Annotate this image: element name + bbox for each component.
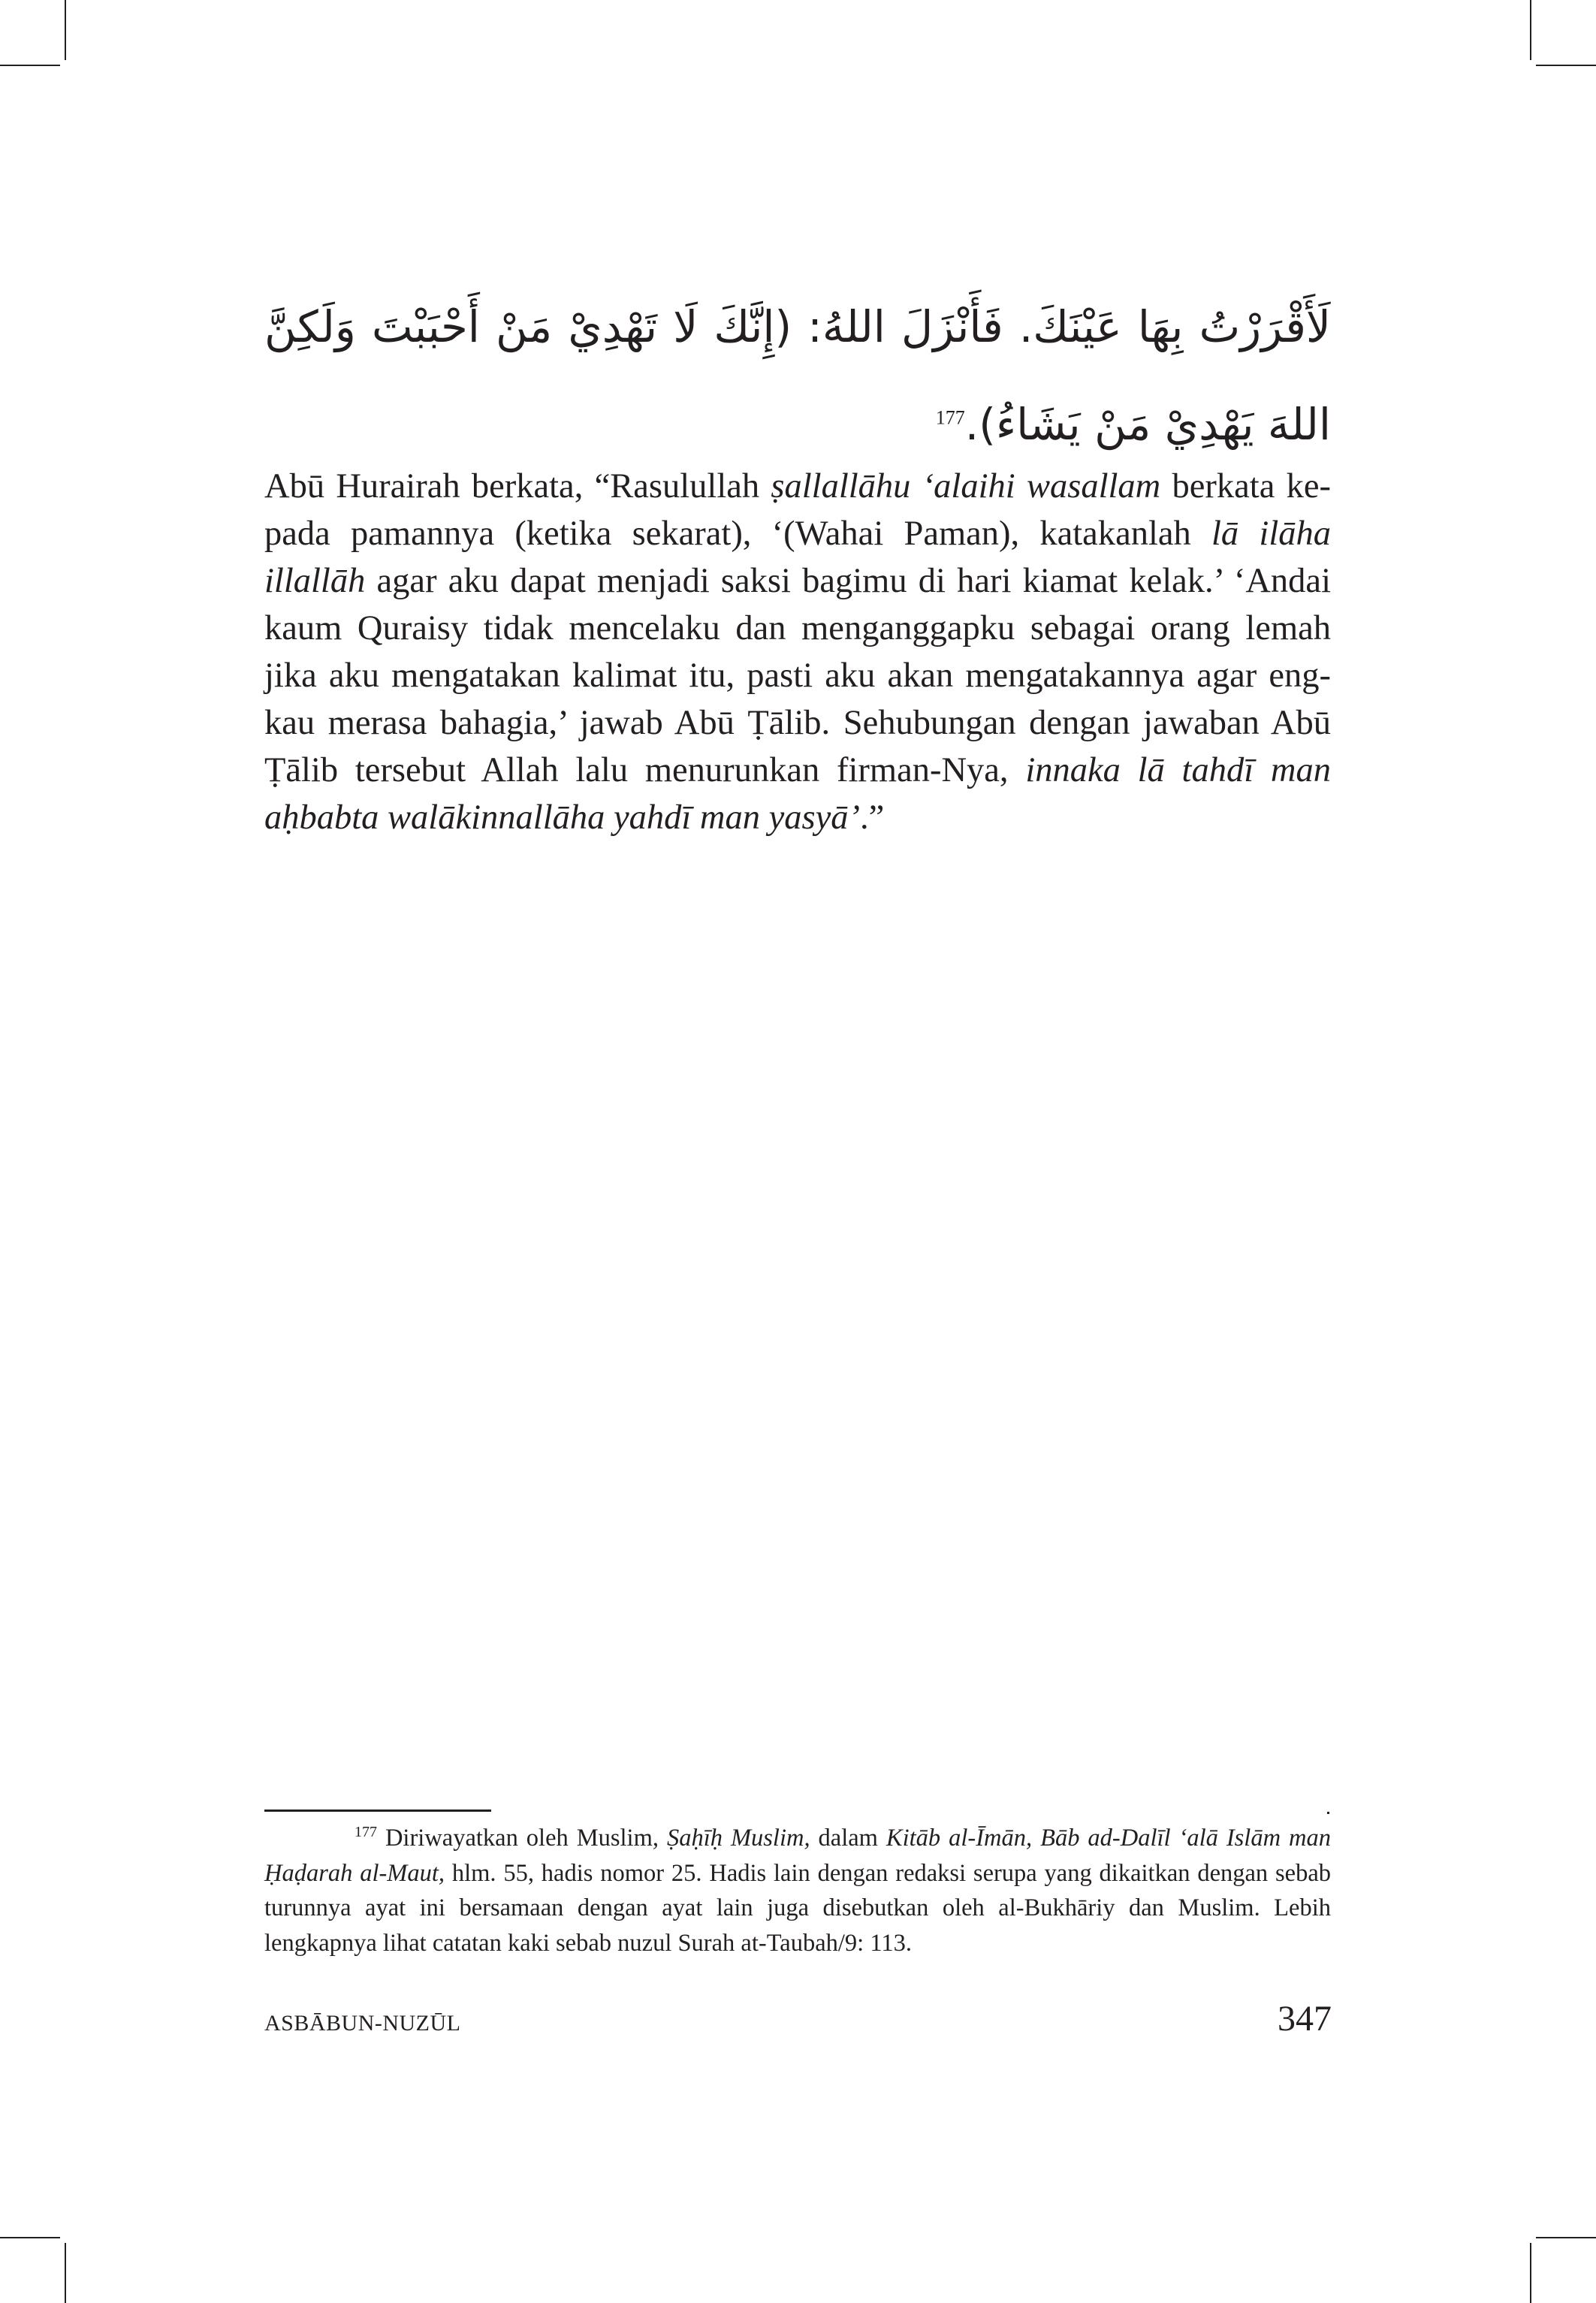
crop-mark: [0, 2237, 60, 2238]
footnote-rule: [264, 1810, 491, 1812]
arabic-footnote-ref: 177: [935, 406, 965, 429]
footnote-text: Diriwayatkan oleh Muslim,: [377, 1825, 667, 1852]
footnote-dot: [1327, 1812, 1329, 1814]
paragraph-italic: innaka lā tahdī man aḥbabta walākinnallāha yahdī man yasyā’: [264, 751, 1331, 837]
page-number: 347: [1278, 1999, 1332, 2039]
crop-mark: [1530, 2243, 1531, 2303]
footnote-italic: Ṣaḥīḥ Muslim,: [666, 1825, 810, 1852]
crop-mark: [1530, 0, 1531, 60]
paragraph-text: .”: [860, 798, 885, 837]
crop-mark: [65, 2243, 66, 2303]
paragraph-italic: lā ilāha illallāh: [264, 515, 1331, 600]
paragraph-text: Abū Hurairah berkata, “Rasulullah: [264, 467, 771, 506]
paragraph-text: berkata ke-pada pamannya (ketika sekarat), ‘(Wahai Paman), katakanlah: [264, 467, 1331, 553]
crop-mark: [1536, 65, 1596, 66]
running-head: ASBĀBUN-NUZŪL: [264, 2011, 461, 2036]
crop-mark: [0, 65, 60, 66]
footnote-number: 177: [354, 1824, 377, 1841]
crop-mark: [65, 0, 66, 60]
footnote: [264, 1821, 1331, 1960]
paragraph-italic: ṣallallāhu ‘alaihi wasallam: [771, 467, 1161, 506]
footnote-text: hlm. 55, hadis nomor 25. Hadis lain dengan redaksi serupa yang dikaitkan dengan sebab turunnya ayat ini bersamaan dengan ayat lain juga disebutkan oleh al-Bukhāriy dan Muslim. Lebih lengkapnya lihat catatan kaki sebab nuzul Surah at-Taubah/9: 113.: [264, 1859, 1331, 1957]
main-paragraph: [264, 463, 1331, 841]
arabic-text: لَأَقْرَرْتُ بِهَا عَيْنَكَ. فَأَنْزَلَ اللهُ: (إِنَّكَ لَا تَهْدِيْ مَنْ أَحْبَبْتَ وَلَكِنَّ اللهَ يَهْدِيْ مَنْ يَشَاءُ).: [264, 301, 1331, 450]
paragraph-text: agar aku dapat menjadi saksi bagimu di hari kiamat kelak.’ ‘Andai kaum Quraisy tidak mencelaku dan menganggapku sebagai orang lemah jika aku mengatakan kalimat itu, pasti aku akan mengatakannya agar eng-kau merasa bahagia,’ jawab Abū Ṭālib. Sehubungan dengan jawaban Abū Ṭālib tersebut Allah lalu menurunkan firman-Nya,: [264, 562, 1331, 789]
crop-mark: [1536, 2237, 1596, 2238]
footnote-italic: Kitāb al-Īmān, Bāb ad-Dalīl ‘alā Islām man Ḥaḍarah al-Maut,: [264, 1825, 1331, 1887]
arabic-quote: [264, 278, 1331, 473]
footnote-text: dalam: [810, 1825, 886, 1852]
